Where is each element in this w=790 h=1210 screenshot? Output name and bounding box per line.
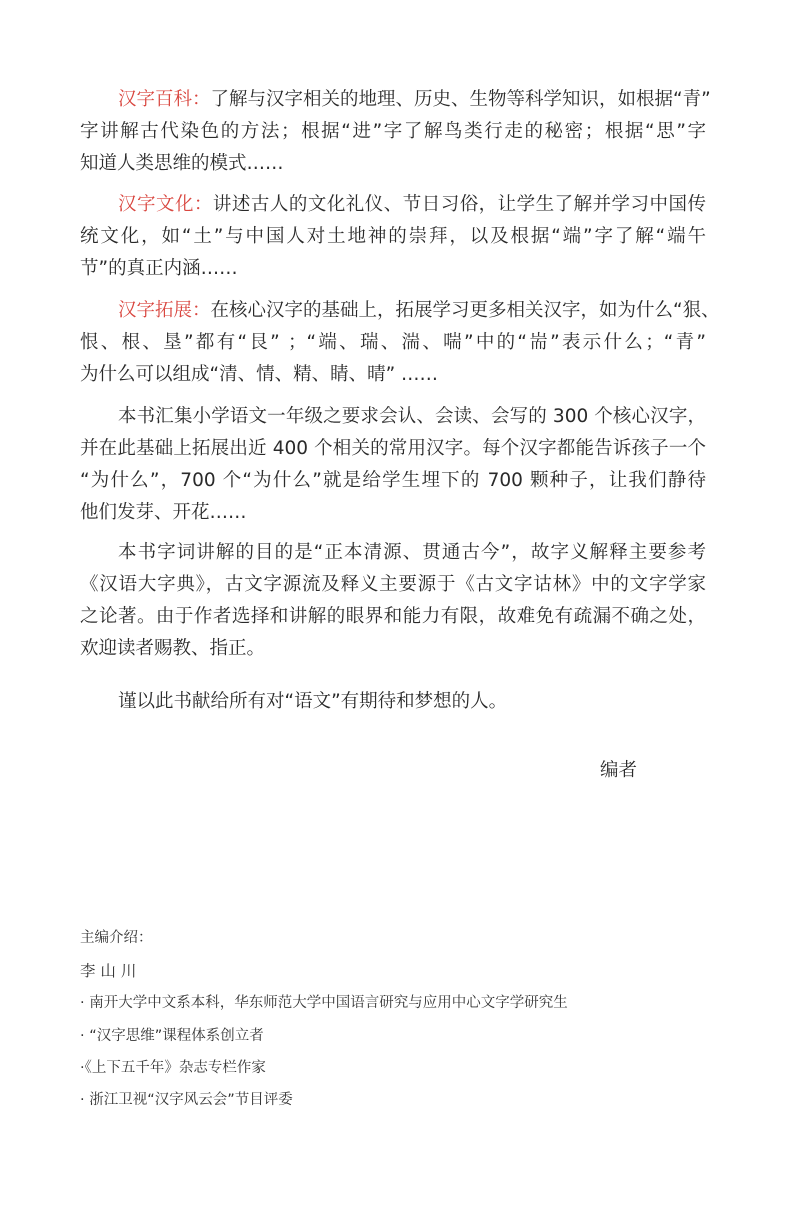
text-line [80, 116, 706, 148]
line-text: 欢迎读者赐教、指正。 [80, 638, 266, 659]
text-line [80, 537, 706, 569]
section-label: 汉字百科： [118, 89, 211, 110]
text-line [80, 148, 706, 180]
line-text: 本书汇集小学语文一年级之要求会认、会读、会写的 300 个核心汉字， [118, 406, 706, 427]
text-line [80, 189, 706, 221]
text-line [80, 686, 706, 718]
line-text: 他们发芽、开花…… [80, 502, 247, 523]
text-line [80, 401, 706, 433]
line-text: 字讲解古代染色的方法；根据“进”字了解鸟类行走的秘密；根据“思”字 [80, 121, 706, 142]
bio-heading: 主编介绍： [80, 930, 153, 946]
line-text: 谨以此书献给所有对“语文”有期待和梦想的人。 [118, 691, 508, 712]
line-text: 并在此基础上拓展出近 400 个相关的常用汉字。每个汉字都能告诉孩子一个 [80, 438, 706, 459]
line-text: 《汉语大字典》，古文字源流及释义主要源于《古文字诂林》中的文字学家 [80, 574, 706, 595]
text-line [80, 601, 706, 633]
line-text: 在核心汉字的基础上，拓展学习更多相关汉字，如为什么“狠、 [210, 300, 720, 321]
paragraph [80, 295, 720, 391]
line-text: 本书字词讲解的目的是“正本清源、贯通古今”，故字义解释主要参考 [118, 542, 706, 563]
text-line [80, 327, 706, 359]
line-text: 之论著。由于作者选择和讲解的眼界和能力有限，故难免有疏漏不确之处， [80, 606, 706, 627]
text-line [80, 84, 711, 116]
text-line [80, 569, 706, 601]
paragraph [80, 686, 706, 718]
text-line [80, 433, 706, 465]
paragraph [80, 84, 711, 180]
bio-item: · 南开大学中文系本科，华东师范大学中国语言研究与应用中心文字学研究生 [80, 995, 568, 1011]
line-text: 知道人类思维的模式…… [80, 153, 284, 174]
line-text: 讲述古人的文化礼仪、节日习俗，让学生了解并学习中国传 [212, 194, 706, 215]
line-text: “为什么”，700 个“为什么”就是给学生埋下的 700 颗种子，让我们静待 [80, 470, 706, 491]
text-line [80, 497, 706, 529]
line-text: 节”的真正内涵…… [80, 258, 238, 279]
paragraph [80, 401, 706, 529]
paragraph [80, 537, 706, 665]
line-text: 为什么可以组成“清、情、精、睛、晴” …… [80, 364, 439, 385]
text-line [80, 253, 706, 285]
section-label: 汉字文化： [118, 194, 213, 215]
text-line [80, 295, 720, 327]
text-line [80, 633, 706, 665]
paragraph [80, 189, 706, 285]
line-text: 统文化，如“土”与中国人对土地神的崇拜，以及根据“端”字了解“端午 [80, 226, 706, 247]
signature: 编者 [600, 760, 638, 781]
bio-item: · 浙江卫视“汉字风云会”节目评委 [80, 1092, 293, 1108]
section-label: 汉字拓展： [118, 300, 211, 321]
bio-item: ·《上下五千年》杂志专栏作家 [80, 1060, 266, 1076]
editor-name: 李 山 川 [80, 962, 137, 980]
line-text: 了解与汉字相关的地理、历史、生物等科学知识，如根据“青” [210, 89, 711, 110]
line-text: 恨、根、垦”都有“艮” ；“端、瑞、湍、喘”中的“耑”表示什么；“青” [80, 332, 706, 353]
text-line [80, 359, 706, 391]
text-line [80, 221, 706, 253]
text-line [80, 465, 706, 497]
bio-item: · “汉字思维”课程体系创立者 [80, 1028, 264, 1044]
